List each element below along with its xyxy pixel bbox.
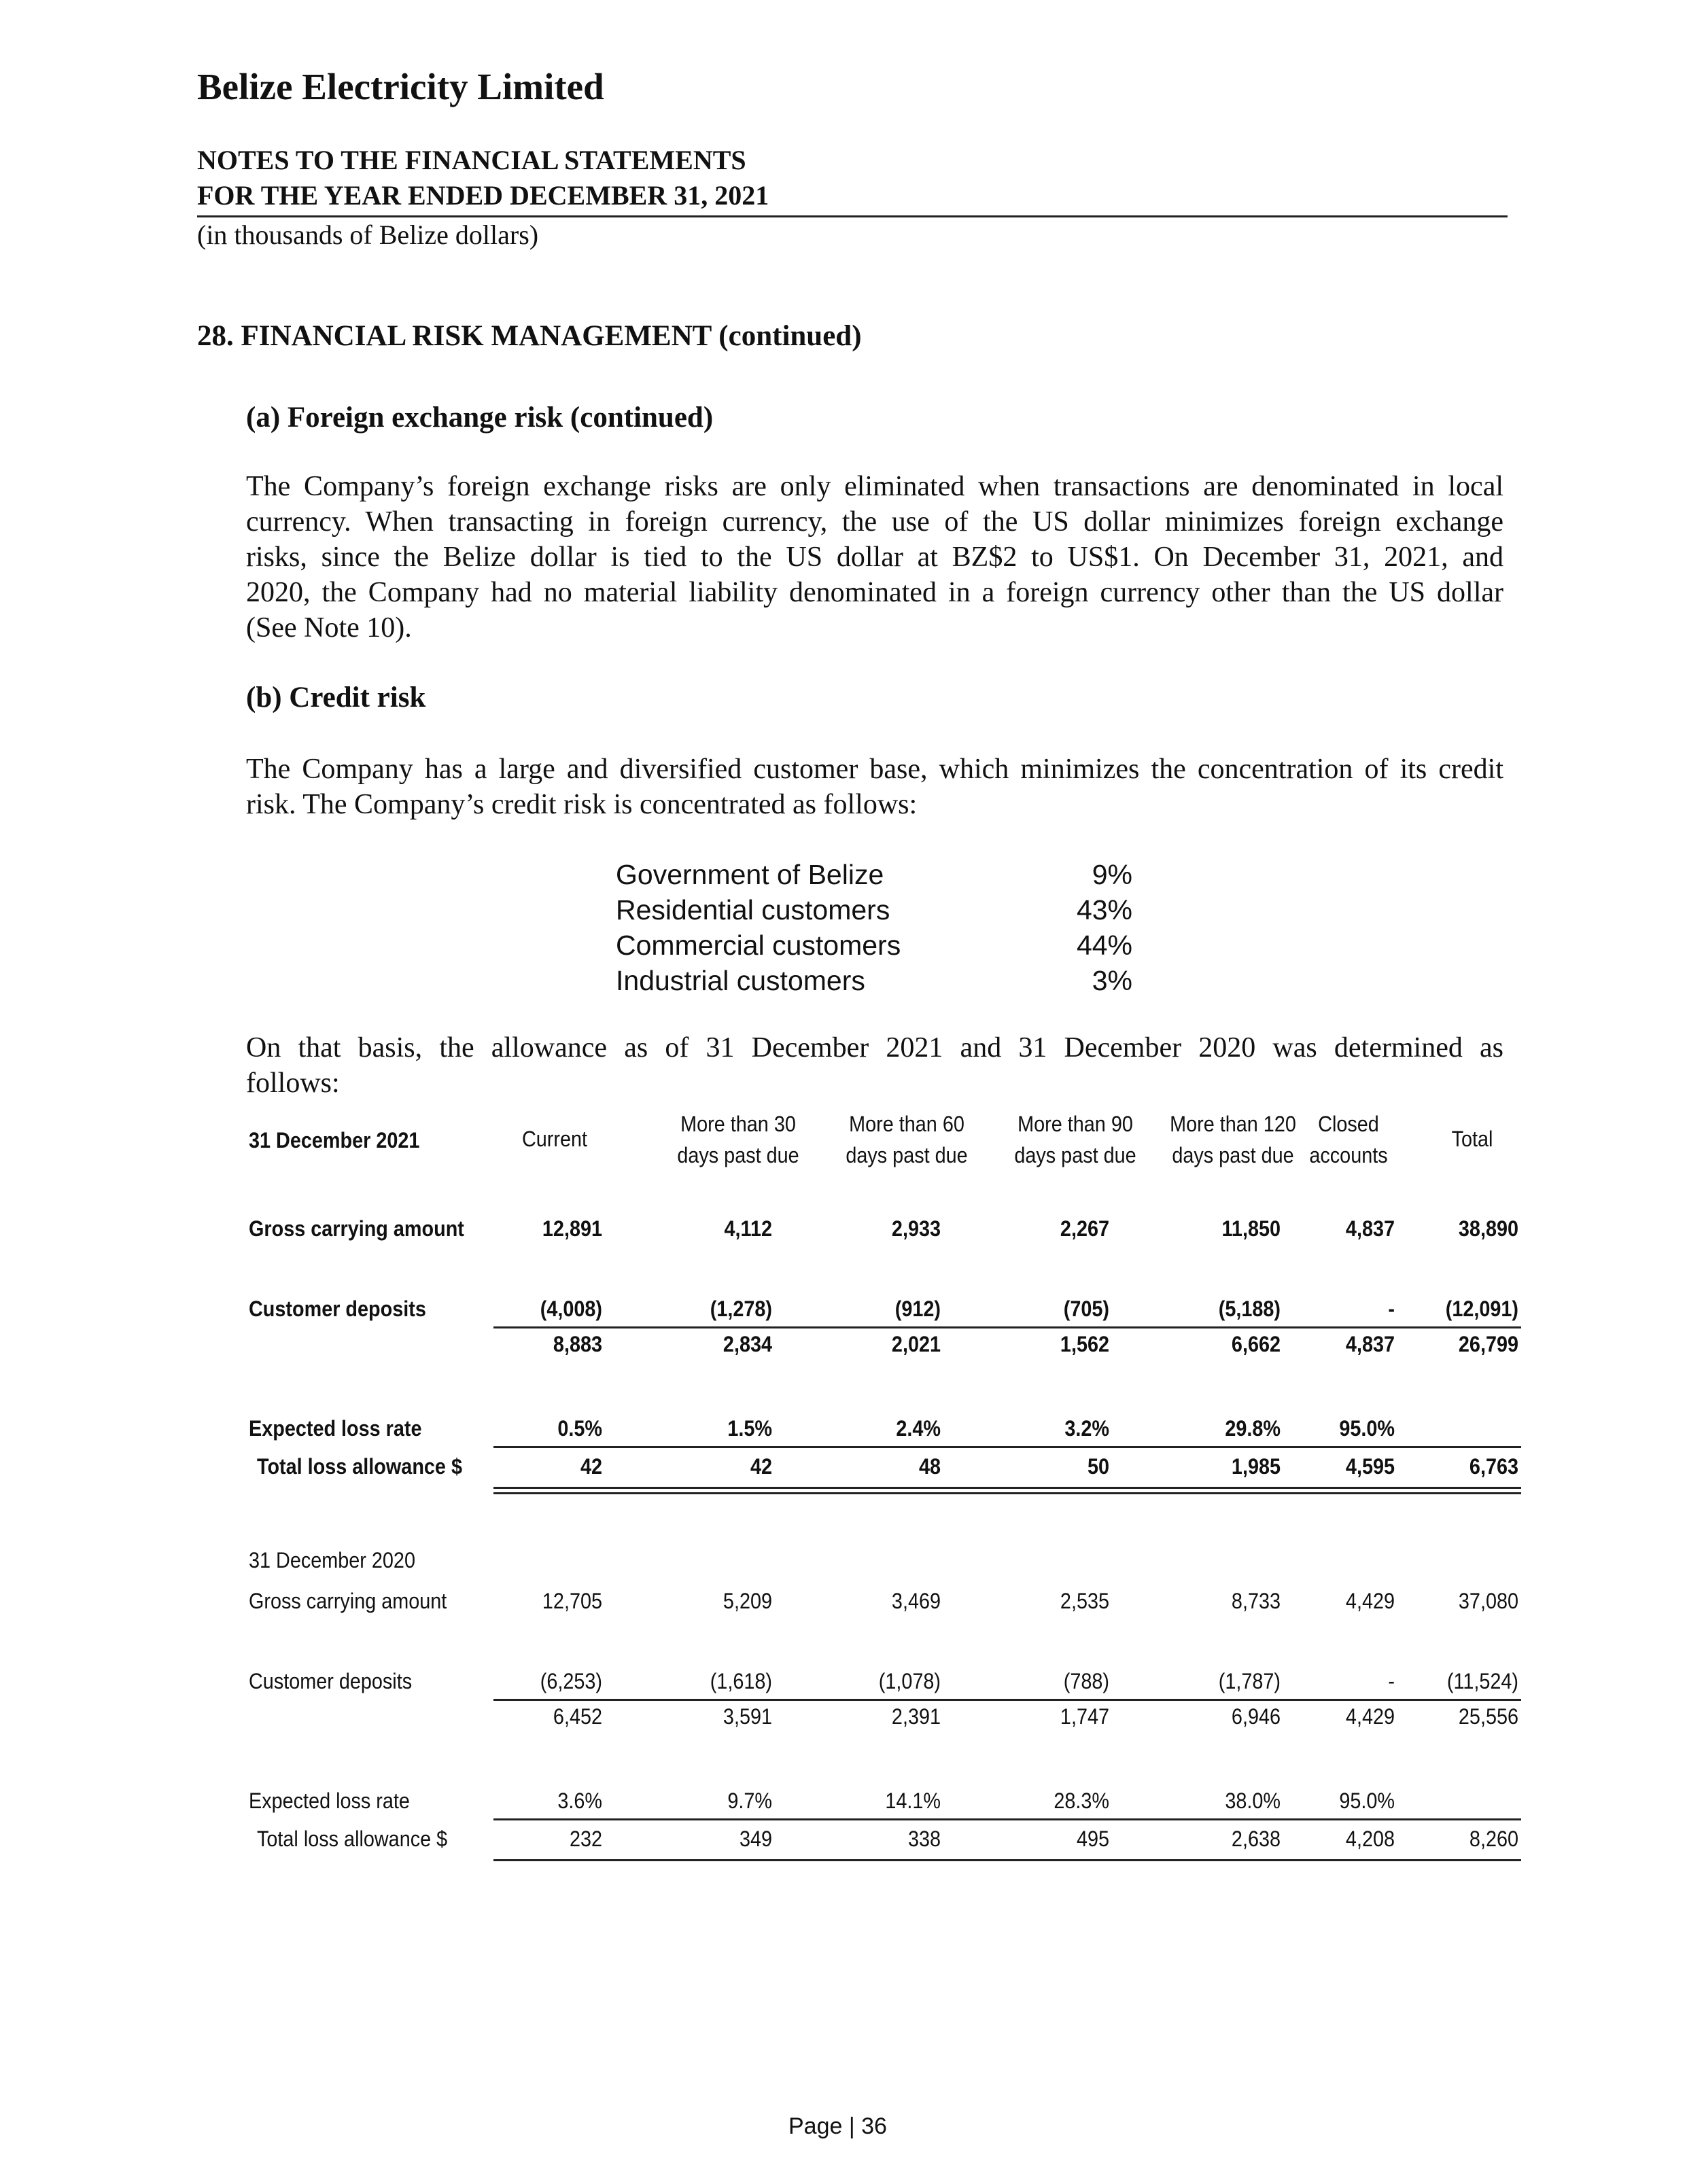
company-name: Belize Electricity Limited [197,66,604,107]
table-cell: - [1388,1669,1395,1693]
column-header: accounts [1309,1143,1388,1167]
table-rule [493,1859,1521,1861]
table-cell: (1,618) [710,1669,772,1693]
section-title: 28. FINANCIAL RISK MANAGEMENT (continued) [197,320,862,352]
table-cell: (5,188) [1218,1297,1281,1321]
table-cell: 4,208 [1345,1827,1395,1851]
basis-paragraph [246,1030,1503,1101]
table-cell: 2,638 [1231,1827,1281,1851]
table-cell: 232 [569,1827,602,1851]
table-rule [493,1446,1521,1448]
basis-line: follows: [246,1068,340,1099]
table-cell: (1,787) [1218,1669,1281,1693]
concentration-name: Industrial customers [616,965,865,996]
fx-subtitle: (a) Foreign exchange risk (continued) [246,402,714,434]
table-cell: 338 [907,1827,941,1851]
table-cell: 42 [750,1454,772,1479]
table-cell: 50 [1087,1454,1109,1479]
row-label: Total loss allowance $ [257,1454,462,1479]
table-cell: 8,260 [1469,1827,1518,1851]
column-header: Total [1451,1127,1493,1151]
credit-line: risk. The Company’s credit risk is concentrated as follows: [246,789,918,820]
table-cell: 349 [739,1827,772,1851]
allowance-table [249,1101,1521,1869]
table-cell: 8,883 [553,1332,602,1356]
credit-paragraph [246,752,1503,822]
table-cell: (11,524) [1446,1669,1518,1693]
table-cell: 4,429 [1345,1589,1395,1613]
column-header: days past due [1172,1143,1294,1167]
table-rule [493,1326,1521,1328]
table-cell: (6,253) [540,1669,602,1693]
column-header: days past due [677,1143,799,1167]
table-cell: 6,946 [1231,1704,1281,1729]
table-cell: 42 [580,1454,602,1479]
table-cell: 2,933 [891,1216,941,1241]
table-cell: 28.3% [1054,1789,1109,1813]
table-cell: 95.0% [1339,1789,1395,1813]
table-cell: 12,705 [542,1589,602,1613]
table-cell: 38.0% [1225,1789,1281,1813]
row-label: Customer deposits [249,1669,413,1693]
table-cell: (1,278) [710,1297,772,1321]
table-cell: (12,091) [1445,1297,1518,1321]
table-cell: 2,834 [723,1332,772,1356]
table-cell: 3,469 [891,1589,941,1613]
table-cell: 38,890 [1458,1216,1518,1241]
table-rule [493,1487,1521,1489]
concentration-row [616,859,1132,894]
concentration-name: Residential customers [616,894,890,926]
column-header: Current [521,1127,588,1151]
table-cell: 4,112 [724,1216,772,1241]
fx-line: (See Note 10). [246,612,412,644]
table-cell: 4,837 [1345,1216,1395,1241]
table-cell: 95.0% [1339,1416,1395,1441]
fx-line: currency. When transacting in foreign currency, the use of the US dollar minimizes foreign exchange [246,506,1503,538]
concentration-value: 9% [1092,859,1132,890]
row-label: Customer deposits [249,1297,426,1321]
row-label: Total loss allowance $ [257,1827,448,1851]
table-cell: 29.8% [1225,1416,1281,1441]
fx-line: risks, since the Belize dollar is tied to the US dollar at BZ$2 to US$1. On December 31, 2021, and [246,542,1503,573]
table-cell: 12,891 [542,1216,602,1241]
concentration-row [616,965,1132,1000]
fx-paragraph [246,469,1503,646]
column-header: More than 30 [680,1112,796,1136]
table-rule [493,1818,1521,1820]
table-cell: 1,562 [1060,1332,1109,1356]
table-cell: 14.1% [885,1789,941,1813]
year-title: FOR THE YEAR ENDED DECEMBER 31, 2021 [197,180,769,211]
concentration-row [616,894,1132,930]
concentration-name: Government of Belize [616,859,884,890]
table-cell: - [1388,1297,1395,1321]
table-cell: 2,267 [1060,1216,1109,1241]
fx-line: The Company’s foreign exchange risks are only eliminated when transactions are denominated in local [246,471,1503,502]
table-cell: 6,763 [1469,1454,1518,1479]
concentration-value: 44% [1076,930,1132,961]
table-cell: 1,985 [1231,1454,1281,1479]
row-label: Expected loss rate [249,1789,410,1813]
table-cell: 26,799 [1458,1332,1518,1356]
table-cell: 4,429 [1345,1704,1395,1729]
table-cell: 4,837 [1345,1332,1395,1356]
row-label: Expected loss rate [249,1416,422,1441]
concentration-value: 43% [1076,894,1132,926]
table-cell: 495 [1076,1827,1109,1851]
table-cell: 2.4% [896,1416,941,1441]
row-label: Gross carrying amount [249,1216,464,1241]
table-cell: (1,078) [878,1669,941,1693]
table-cell: 1.5% [727,1416,772,1441]
page-number: Page | 36 [788,2113,887,2139]
concentration-list [616,859,1132,1008]
table-cell: 48 [918,1454,941,1479]
credit-subtitle: (b) Credit risk [246,682,426,714]
table-cell: 25,556 [1458,1704,1518,1729]
column-header: Closed [1318,1112,1379,1136]
table-cell: 9.7% [727,1789,772,1813]
header-rule [197,215,1508,217]
notes-title: NOTES TO THE FINANCIAL STATEMENTS [197,145,746,175]
table-cell: 6,452 [553,1704,602,1729]
table-cell: 4,595 [1345,1454,1395,1479]
concentration-name: Commercial customers [616,930,901,961]
table-cell: 11,850 [1221,1216,1281,1241]
table-cell: 3.2% [1064,1416,1109,1441]
table-cell: 2,535 [1060,1589,1109,1613]
table-cell: 6,662 [1231,1332,1281,1356]
table-rule [493,1699,1521,1701]
table-cell: 37,080 [1458,1589,1518,1613]
table-cell: 3,591 [723,1704,772,1729]
column-header: days past due [846,1143,968,1167]
table-cell: 2,021 [891,1332,941,1356]
concentration-value: 3% [1092,965,1132,996]
year-label: 31 December 2021 [249,1128,420,1152]
concentration-row [616,930,1132,965]
fx-line: 2020, the Company had no material liability denominated in a foreign currency other than the US dollar [246,577,1503,608]
year-label: 31 December 2020 [249,1548,415,1572]
row-label: Gross carrying amount [249,1589,447,1613]
column-header: More than 60 [849,1112,964,1136]
column-header: More than 120 [1170,1112,1296,1136]
column-header: More than 90 [1018,1112,1133,1136]
table-cell: 2,391 [891,1704,941,1729]
column-header: days past due [1014,1143,1136,1167]
table-cell: 0.5% [557,1416,602,1441]
table-cell: (4,008) [540,1297,602,1321]
table-rule [493,1492,1521,1494]
table-cell: (912) [894,1297,941,1321]
credit-line: The Company has a large and diversified customer base, which minimizes the concentration of its credit [246,754,1503,785]
table-cell: 3.6% [557,1789,602,1813]
units-note: (in thousands of Belize dollars) [197,219,539,250]
table-cell: (788) [1063,1669,1109,1693]
table-cell: 1,747 [1060,1704,1109,1729]
basis-line: On that basis, the allowance as of 31 December 2021 and 31 December 2020 was determined as [246,1032,1503,1063]
table-cell: (705) [1063,1297,1109,1321]
table-cell: 8,733 [1231,1589,1281,1613]
table-cell: 5,209 [723,1589,772,1613]
